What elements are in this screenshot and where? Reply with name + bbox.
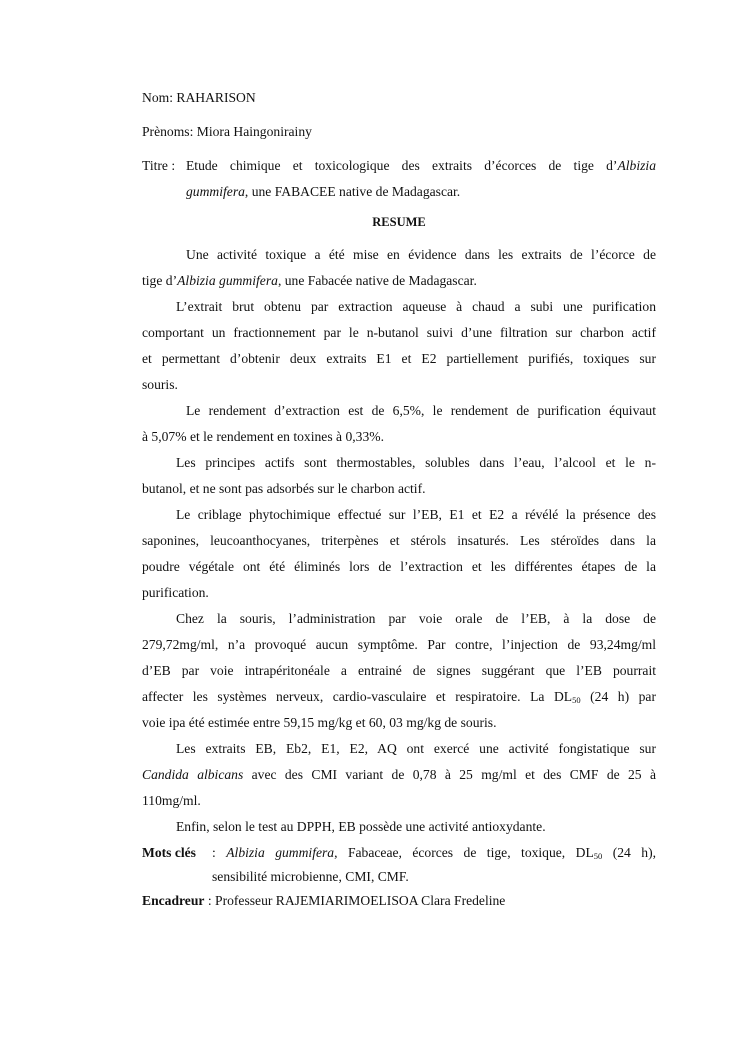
p6-line-2: 279,72mg/ml, n’a provoqué aucun symptôme. Par contre, l’injection de 93,24mg/ml [142, 637, 656, 652]
p2-line-4: souris. [142, 377, 178, 392]
author-firstnames-line [142, 124, 312, 140]
species-name: Albizia gummifera [177, 273, 278, 288]
encadreur-value: : Professeur RAJEMIARIMOELISOA Clara Fredeline [204, 893, 506, 908]
mots-cles-line-1: : Albizia gummifera, Fabaceae, écorces de tige, toxique, $DL_{50}$ (24 h), [212, 845, 657, 861]
prenoms-value: Miora Haingonirainy [196, 124, 312, 139]
titre-label: Titre : [142, 158, 176, 173]
p5-line-2: saponines, leucoanthocyanes, triterpènes et stérols insaturés. Les stéroïdes dans la [142, 533, 656, 548]
p6-line-1: Chez la souris, l’administration par voie orale de l’EB, à la dose de [176, 611, 656, 626]
p7-line-1: Les extraits EB, Eb2, E1, E2, AQ ont exercé une activité fongistatique sur [176, 741, 656, 756]
p1-line-2: tige d’Albizia gummifera, une Fabacée native de Madagascar. [142, 273, 477, 288]
nom-label: Nom: [142, 90, 173, 105]
titre-species-epithet: gummifera [186, 184, 245, 199]
p4-line-1: Les principes actifs sont thermostables, solubles dans l’eau, l’alcool et le n- [176, 455, 656, 470]
p5-line-4: purification. [142, 585, 209, 600]
mots-cles-line-2: sensibilité microbienne, CMI, CMF. [212, 869, 409, 884]
p1-line-1: Une activité toxique a été mise en évidence dans les extraits de l’écorce de [186, 247, 656, 262]
encadreur-line [142, 893, 505, 909]
resume-heading: RESUME [372, 215, 426, 229]
titre-line-2: gummifera, une FABACEE native de Madagascar. [186, 184, 461, 199]
p3-line-1: Le rendement d’extraction est de 6,5%, le rendement de purification équivaut [186, 403, 656, 418]
mots-dl50-subscript: 50 [593, 851, 603, 861]
titre-species-genus: Albizia [617, 158, 656, 173]
encadreur-label: Encadreur [142, 893, 205, 908]
p7-line-2: Candida albicans avec des CMI variant de 0,78 à 25 mg/ml et des CMF de 25 à [142, 767, 657, 782]
p6-line-5: voie ipa été estimée entre 59,15 mg/kg et 60, 03 mg/kg de souris. [142, 715, 497, 730]
mots-cles-label: Mots clés [142, 845, 196, 860]
dl50-subscript: 50 [572, 695, 581, 705]
author-name-line [142, 90, 256, 106]
p2-line-1: L’extrait brut obtenu par extraction aqueuse à chaud a subi une purification [176, 299, 656, 314]
nom-value: RAHARISON [176, 90, 256, 105]
p4-line-2: butanol, et ne sont pas adsorbés sur le charbon actif. [142, 481, 426, 496]
p5-line-1: Le criblage phytochimique effectué sur l’EB, E1 et E2 a révélé la présence des [176, 507, 656, 522]
p3-line-2: à 5,07% et le rendement en toxines à 0,33%. [142, 429, 384, 444]
p2-line-3: et permettant d’obtenir deux extraits E1 et E2 partiellement purifiés, toxiques sur [142, 351, 656, 366]
p6-line-3: d’EB par voie intrapéritonéale a entrainé de signes suggérant que l’EB pourrait [142, 663, 656, 678]
p8-line-1: Enfin, selon le test au DPPH, EB possède une activité antioxydante. [176, 819, 546, 834]
candida-species: Candida albicans [142, 767, 244, 782]
p5-line-3: poudre végétale ont été éliminés lors de l’extraction et les différentes étapes de la [142, 559, 656, 574]
p2-line-2: comportant un fractionnement par le n-butanol suivi d’une filtration sur charbon actif [142, 325, 656, 340]
p7-line-3: 110mg/ml. [142, 793, 201, 808]
titre-line-1: Etude chimique et toxicologique des extraits d’écorces de tige d’Albizia [186, 158, 656, 173]
p6-line-4: affecter les systèmes nerveux, cardio-vasculaire et respiratoire. La $DL_{50}$ (24 h) par [142, 689, 656, 705]
mots-species: Albizia gummifera [226, 845, 335, 860]
prenoms-label: Prènoms: [142, 124, 194, 139]
